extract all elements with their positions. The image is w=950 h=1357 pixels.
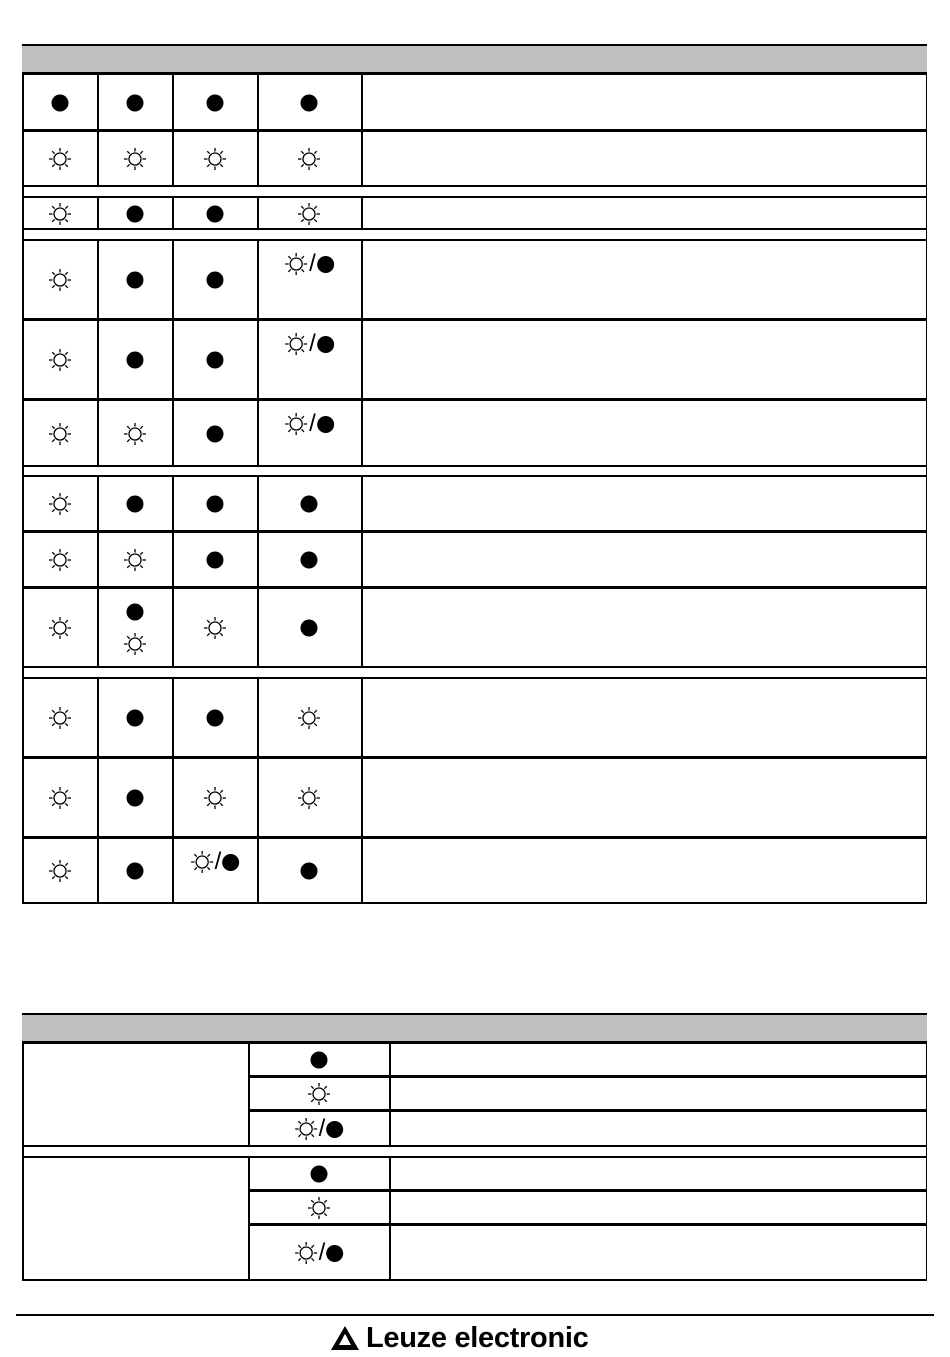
- table-rule: [257, 757, 259, 837]
- row-description: [397, 1193, 919, 1221]
- table-rule: [361, 130, 363, 186]
- table-rule: [172, 587, 174, 667]
- table-rule: [257, 319, 259, 399]
- led-flashing-icon: /: [294, 1117, 344, 1141]
- table-rule: [97, 677, 99, 757]
- led-off-icon: [126, 863, 143, 880]
- led-on-icon: [297, 147, 321, 171]
- table-rule: [22, 587, 927, 589]
- table-rule: [389, 1042, 391, 1076]
- table-rule: [97, 130, 99, 186]
- row-description: [369, 841, 919, 899]
- table-rule: [172, 531, 174, 587]
- table-rule: [22, 185, 927, 187]
- led-off-icon: [126, 94, 143, 111]
- row-description: [397, 1113, 919, 1143]
- table-rule: [257, 239, 259, 319]
- table-rule: [361, 475, 363, 531]
- table-rule: [97, 239, 99, 319]
- table-rule: [926, 466, 928, 475]
- table-rule: [22, 186, 24, 196]
- table-rule: [22, 757, 24, 837]
- column-header: [22, 1013, 248, 1042]
- column-header: [257, 44, 361, 73]
- row-description: [369, 535, 919, 583]
- led-off-icon: [206, 205, 223, 222]
- led-off-icon: [126, 710, 143, 727]
- footer-divider: [16, 1314, 934, 1316]
- table-rule: [22, 1042, 24, 1146]
- table-rule: [97, 757, 99, 837]
- led-on-icon: [48, 348, 72, 372]
- table-rule: [926, 73, 928, 130]
- led-flashing-icon: /: [284, 332, 334, 356]
- led-on-icon: [48, 492, 72, 516]
- table-rule: [257, 837, 259, 903]
- table-rule: [926, 130, 928, 186]
- led-off-icon: [301, 863, 318, 880]
- table-rule: [22, 1013, 927, 1015]
- row-description: [369, 200, 919, 225]
- table-rule: [22, 837, 24, 903]
- table-rule: [389, 1156, 391, 1190]
- table-rule: [22, 677, 24, 757]
- led-off-icon: [126, 790, 143, 807]
- table-rule: [22, 239, 24, 319]
- table-rule: [97, 319, 99, 399]
- table-rule: [361, 677, 363, 757]
- led-off-icon: [206, 425, 223, 442]
- table-rule: [248, 1042, 927, 1044]
- led-off-icon: [126, 272, 143, 289]
- table-rule: [257, 196, 259, 229]
- table-rule: [926, 229, 928, 239]
- table-rule: [257, 73, 259, 130]
- table-rule: [926, 531, 928, 587]
- table-rule: [22, 228, 927, 230]
- led-flashing-icon: /: [284, 412, 334, 436]
- led-on-icon: [203, 786, 227, 810]
- table-rule: [22, 902, 927, 904]
- group-label: [28, 1160, 242, 1276]
- table-rule: [97, 196, 99, 229]
- table-rule: [248, 1224, 927, 1226]
- table-rule: [172, 475, 174, 531]
- table-rule: [22, 196, 927, 198]
- led-off-icon: [206, 272, 223, 289]
- row-description: [397, 1227, 919, 1277]
- table-rule: [22, 319, 927, 321]
- brand-name: Leuze electronic: [366, 1321, 589, 1354]
- table-rule: [257, 475, 259, 531]
- table-rule: [97, 587, 99, 667]
- led-off-icon: [206, 94, 223, 111]
- leuze-logo-icon: [330, 1325, 360, 1351]
- table-rule: [97, 531, 99, 587]
- table-rule: [172, 319, 174, 399]
- table-rule: [248, 1110, 927, 1112]
- table-rule: [257, 587, 259, 667]
- row-description: [369, 761, 919, 833]
- table-rule: [97, 73, 99, 130]
- table-rule: [257, 531, 259, 587]
- led-off-icon: [206, 710, 223, 727]
- table-rule: [361, 196, 363, 229]
- led-flashing-icon: /: [190, 850, 240, 874]
- table-rule: [172, 677, 174, 757]
- table-rule: [926, 587, 928, 667]
- table-rule: [248, 1076, 250, 1110]
- led-on-icon: [123, 422, 147, 446]
- row-description: [369, 403, 919, 462]
- table-rule: [22, 666, 927, 668]
- led-on-icon: [123, 147, 147, 171]
- table-rule: [926, 239, 928, 319]
- led-on-icon: [307, 1196, 331, 1220]
- table-rule: [248, 1156, 250, 1190]
- table-rule: [22, 130, 24, 186]
- column-header: [248, 1013, 389, 1042]
- table-rule: [22, 531, 24, 587]
- column-header: [361, 44, 927, 73]
- table-rule: [361, 837, 363, 903]
- table-rule: [22, 587, 24, 667]
- table-rule: [22, 130, 927, 132]
- led-off-icon: [51, 94, 68, 111]
- table-rule: [257, 130, 259, 186]
- table-rule: [926, 475, 928, 531]
- table-rule: [248, 1190, 250, 1224]
- table-rule: [97, 475, 99, 531]
- table-rule: [22, 667, 24, 677]
- group-label: [28, 1046, 242, 1142]
- led-on-icon: [48, 859, 72, 883]
- column-header: [172, 44, 257, 73]
- table-rule: [926, 196, 928, 229]
- table-rule: [361, 399, 363, 466]
- table-rule: [926, 837, 928, 903]
- table-rule: [389, 1076, 391, 1110]
- led-on-icon: [48, 786, 72, 810]
- table-rule: [172, 757, 174, 837]
- led-off-icon: [301, 552, 318, 569]
- led-on-icon: [48, 268, 72, 292]
- column-header: [97, 44, 172, 73]
- table-rule: [22, 465, 927, 467]
- table-rule: [926, 677, 928, 757]
- table-rule: [172, 196, 174, 229]
- table-rule: [22, 44, 927, 46]
- table-rule: [248, 1145, 927, 1147]
- table-rule: [22, 73, 24, 130]
- led-on-icon: [203, 616, 227, 640]
- table-rule: [22, 837, 927, 839]
- led-on-icon: [297, 202, 321, 226]
- table-rule: [22, 475, 927, 477]
- led-off-icon: [126, 352, 143, 369]
- row-description: [369, 681, 919, 753]
- table-rule: [22, 73, 927, 75]
- table-rule: [22, 531, 927, 533]
- table-rule: [248, 1279, 927, 1281]
- led-off-icon: [206, 496, 223, 513]
- table-rule: [22, 229, 24, 239]
- table-rule: [248, 1042, 250, 1076]
- row-description: [397, 1045, 919, 1073]
- led-on-icon: [123, 632, 147, 656]
- led-on-icon: [48, 616, 72, 640]
- table-rule: [926, 186, 928, 196]
- table-rule: [22, 475, 24, 531]
- table-rule: [361, 531, 363, 587]
- led-off-icon: [310, 1052, 327, 1069]
- table-rule: [97, 837, 99, 903]
- table-rule: [172, 130, 174, 186]
- led-on-icon: [48, 548, 72, 572]
- led-on-icon: [307, 1082, 331, 1106]
- row-description: [397, 1159, 919, 1187]
- table-rule: [389, 1190, 391, 1224]
- table-rule: [926, 1146, 928, 1156]
- table-rule: [22, 466, 24, 475]
- table-rule: [22, 196, 24, 229]
- led-off-icon: [206, 352, 223, 369]
- led-on-icon: [48, 202, 72, 226]
- led-flashing-icon: /: [284, 252, 334, 276]
- column-header: [389, 1013, 927, 1042]
- table-rule: [172, 73, 174, 130]
- led-off-icon: [301, 620, 318, 637]
- table-rule: [361, 587, 363, 667]
- row-description: [369, 243, 919, 315]
- led-off-icon: [206, 552, 223, 569]
- table-rule: [172, 837, 174, 903]
- table-rule: [22, 1146, 24, 1156]
- row-description: [397, 1079, 919, 1107]
- row-description: [369, 591, 919, 663]
- led-flashing-icon: /: [294, 1241, 344, 1265]
- led-on-icon: [297, 786, 321, 810]
- table-rule: [926, 757, 928, 837]
- table-rule: [22, 757, 927, 759]
- led-off-icon: [310, 1166, 327, 1183]
- table-rule: [926, 667, 928, 677]
- table-rule: [248, 1224, 250, 1280]
- table-rule: [22, 319, 24, 399]
- led-off-icon: [126, 604, 143, 621]
- table-rule: [172, 239, 174, 319]
- table-rule: [22, 399, 24, 466]
- table-rule: [22, 399, 927, 401]
- led-on-icon: [48, 706, 72, 730]
- led-off-icon: [301, 496, 318, 513]
- led-on-icon: [297, 706, 321, 730]
- table-rule: [361, 73, 363, 130]
- table-rule: [389, 1224, 391, 1280]
- led-on-icon: [203, 147, 227, 171]
- table-rule: [172, 399, 174, 466]
- table-rule: [248, 1076, 927, 1078]
- row-description: [369, 134, 919, 182]
- table-rule: [361, 319, 363, 399]
- row-description: [369, 323, 919, 395]
- table-rule: [248, 1156, 927, 1158]
- brand-logo: [330, 1320, 630, 1356]
- column-header: [22, 44, 97, 73]
- table-rule: [248, 1190, 927, 1192]
- table-rule: [257, 677, 259, 757]
- led-on-icon: [48, 147, 72, 171]
- table-rule: [248, 1110, 250, 1146]
- table-rule: [361, 757, 363, 837]
- led-on-icon: [123, 548, 147, 572]
- led-off-icon: [126, 205, 143, 222]
- led-on-icon: [48, 422, 72, 446]
- table-rule: [22, 1156, 24, 1280]
- table-rule: [97, 399, 99, 466]
- table-rule: [257, 399, 259, 466]
- row-description: [369, 479, 919, 527]
- table-rule: [926, 319, 928, 399]
- table-rule: [361, 239, 363, 319]
- table-rule: [926, 399, 928, 466]
- led-off-icon: [126, 496, 143, 513]
- table-rule: [389, 1110, 391, 1146]
- led-off-icon: [301, 94, 318, 111]
- table-rule: [22, 239, 927, 241]
- row-description: [369, 77, 919, 126]
- table-rule: [22, 677, 927, 679]
